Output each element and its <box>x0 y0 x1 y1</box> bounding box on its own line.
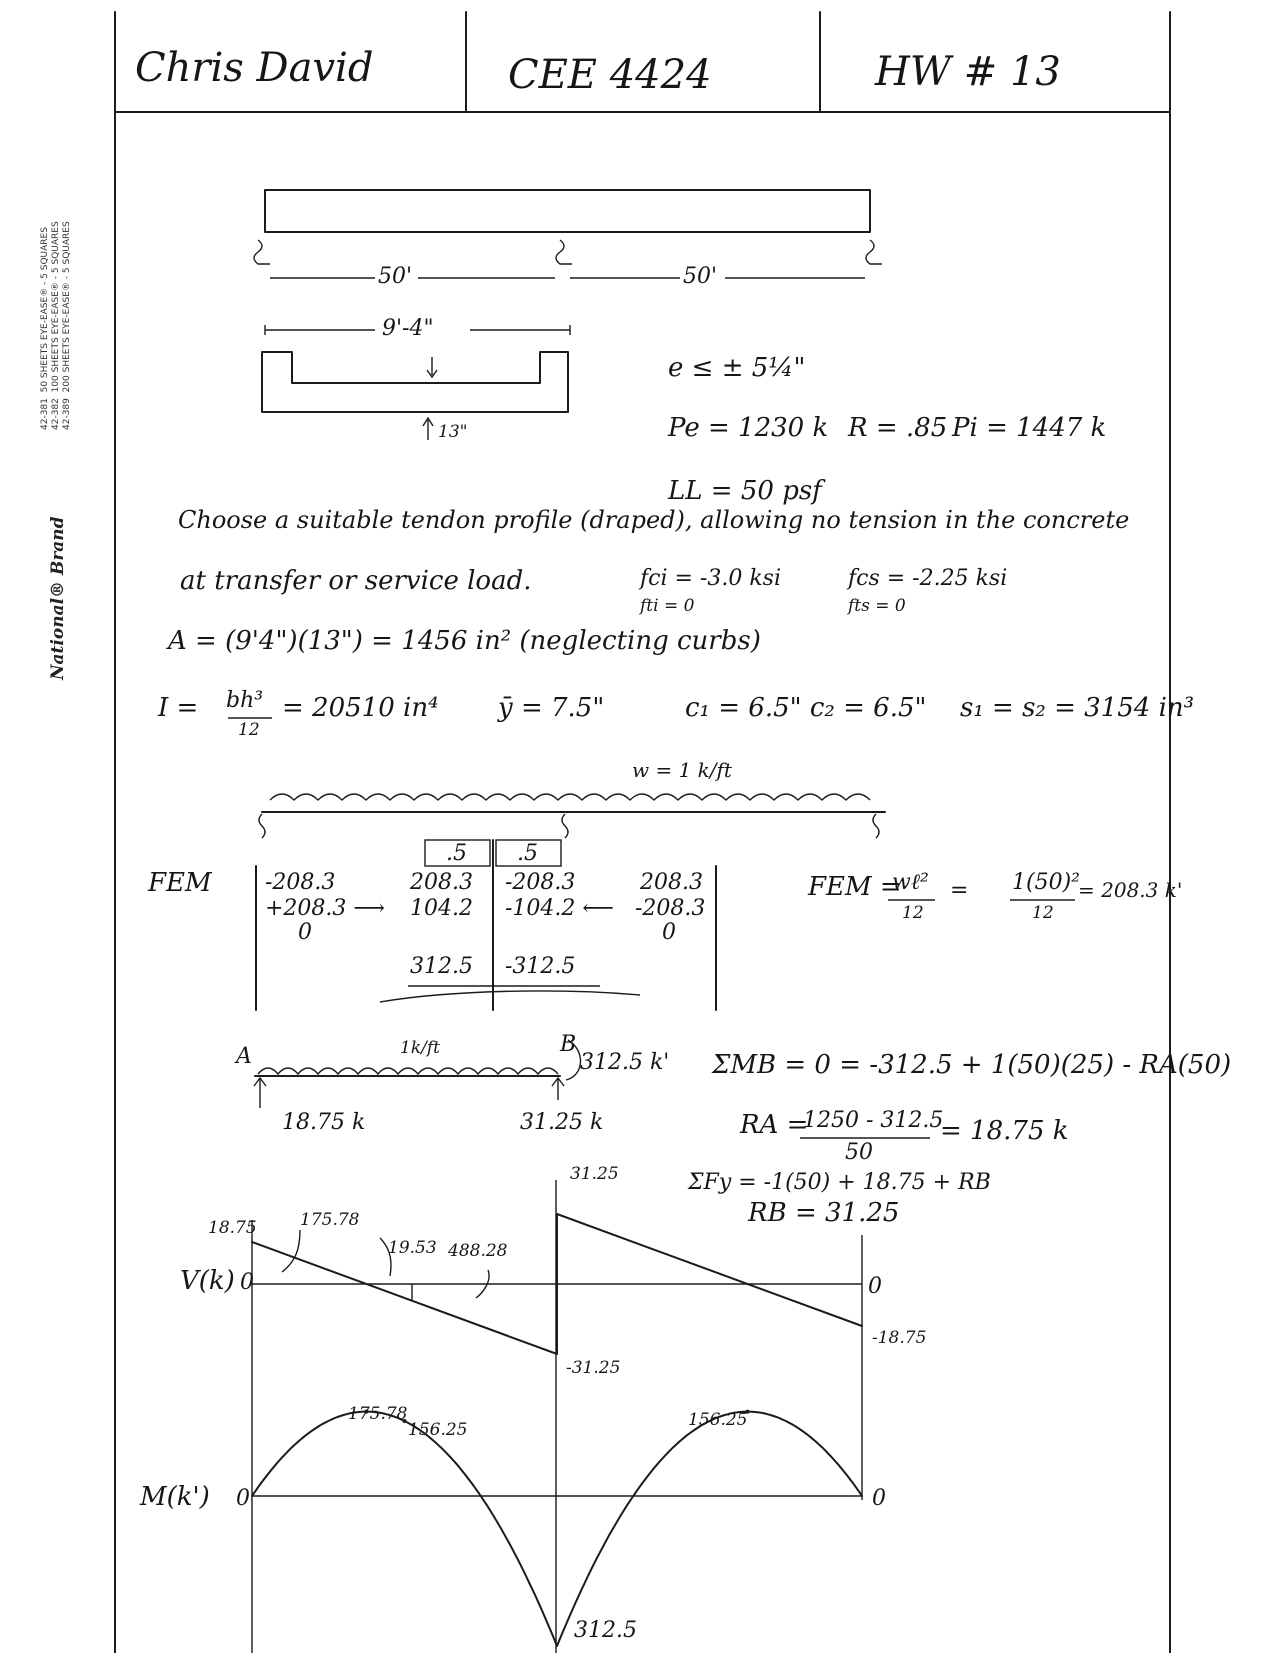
fbd-point-a: A <box>236 1044 252 1069</box>
moment-diagram <box>252 1410 862 1646</box>
shear-right-value: -18.75 <box>872 1328 927 1348</box>
fci-label: fci = -3.0 ksi <box>640 566 781 591</box>
span-left-label: 50' <box>378 264 413 289</box>
ybar-calc: ȳ = 7.5" <box>498 693 605 723</box>
shear-bottom-mid: -31.25 <box>566 1358 621 1378</box>
shear-top-mid: 31.25 <box>570 1164 619 1184</box>
cross-section-sketch <box>262 325 570 440</box>
df-left: .5 <box>446 841 467 866</box>
moment-point-left-label: 156.25 <box>408 1420 468 1440</box>
sum-mb-equation: ΣMB = 0 = -312.5 + 1(50)(25) - RA(50) <box>712 1050 1232 1080</box>
shear-point-1: 175.78 <box>300 1210 360 1230</box>
fem-formula-lhs: FEM = <box>808 872 902 902</box>
fcs-label: fcs = -2.25 ksi <box>848 566 1008 591</box>
distributed-load-wave <box>270 794 870 800</box>
fbd-rb-label: 31.25 k <box>520 1110 604 1135</box>
page-frame <box>115 12 1170 1653</box>
fem-formula-num2: 1(50)² <box>1012 870 1080 895</box>
student-name: Chris David <box>135 45 374 91</box>
ra-numerator: 1250 - 312.5 <box>803 1108 944 1133</box>
span-right-label: 50' <box>683 264 718 289</box>
fem-r1-c1: -208.3 <box>265 870 336 895</box>
shear-leader-1 <box>282 1230 300 1272</box>
fbd-moment-label: 312.5 k' <box>580 1050 670 1075</box>
moment-zero-left: 0 <box>236 1486 250 1511</box>
inertia-denominator: 12 <box>238 720 260 740</box>
support-mid-spring <box>556 240 572 264</box>
fem-r3-c2: 0 <box>662 920 676 945</box>
fbd-load-label: 1k/ft <box>400 1038 440 1058</box>
r-label: R = .85 <box>848 413 948 443</box>
fem-formula-num1: wℓ² <box>892 870 929 895</box>
fbd-point-b: B <box>560 1032 577 1057</box>
homework-number: HW # 13 <box>875 49 1061 95</box>
fem-formula-eq: = <box>950 878 969 903</box>
moment-peak-left-label: 175.78 <box>348 1404 408 1424</box>
section-width-label: 9'-4" <box>382 316 434 341</box>
fem-formula-den1: 12 <box>902 903 924 923</box>
c-calc: c₁ = 6.5" c₂ = 6.5" <box>685 693 927 723</box>
fem-r4-c2: -312.5 <box>505 954 576 979</box>
area-calc: A = (9'4")(13") = 1456 in² (neglecting curbs) <box>168 626 761 656</box>
fem-r3-c1: 0 <box>298 920 312 945</box>
pi-label: Pi = 1447 k <box>952 413 1107 443</box>
problem-line-1: Choose a suitable tendon profile (draped), allowing no tension in the concrete <box>178 506 1130 534</box>
fem-r2-c3: -104.2 ⟵ <box>505 896 614 921</box>
loaded-beam-sketch <box>259 794 885 838</box>
moment-axis-label: M(k') <box>140 1482 210 1512</box>
fbd-ra-label: 18.75 k <box>282 1110 366 1135</box>
fem-r1-c4: 208.3 <box>640 870 703 895</box>
shear-diagram <box>252 1180 862 1653</box>
section-modulus-calc: s₁ = s₂ = 3154 in³ <box>960 693 1195 723</box>
live-load-label: LL = 50 psf <box>668 476 822 506</box>
shear-zero-right: 0 <box>868 1274 882 1299</box>
fts-label: fts = 0 <box>848 596 906 616</box>
moment-curve <box>252 1412 862 1646</box>
fem-r4-c1: 312.5 <box>410 954 473 979</box>
fem-r2-c2: 104.2 <box>410 896 473 921</box>
pe-label: Pe = 1230 k <box>668 413 829 443</box>
beam-sketch <box>254 190 882 278</box>
ra-denominator: 50 <box>845 1140 873 1165</box>
support-right-spring <box>866 240 882 264</box>
fem-r2-c4: -208.3 <box>635 896 706 921</box>
fem-r1-c3: -208.3 <box>505 870 576 895</box>
shear-left-value: 18.75 <box>208 1218 257 1238</box>
section-depth-label: 13" <box>438 422 468 442</box>
fem-r1-c2: 208.3 <box>410 870 473 895</box>
moment-min-label: 312.5 <box>574 1618 637 1643</box>
paper-product-codes: 42-381 50 SHEETS EYE-EASE® - 5 SQUARES 42-382 100 SHEETS EYE-EASE® - 5 SQUARES 42-389 200 SHEETS EYE-EASE® - 5 SQUARES <box>40 221 72 430</box>
fem-table-lines <box>256 840 716 1010</box>
eccentricity-label: e ≤ ± 5¼" <box>668 353 806 383</box>
shear-point-2: 19.53 <box>388 1238 437 1258</box>
inertia-numerator: bh³ <box>226 688 264 713</box>
fti-label: fti = 0 <box>640 596 695 616</box>
fem-r2-c1: +208.3 ⟶ <box>265 896 385 921</box>
inertia-lhs: I = <box>158 693 199 723</box>
fem-formula-den2: 12 <box>1032 903 1054 923</box>
df-right: .5 <box>517 841 538 866</box>
inertia-result: = 20510 in⁴ <box>282 693 439 723</box>
paper-brand-label: National® Brand <box>48 516 68 680</box>
sum-fy-equation: ΣFy = -1(50) + 18.75 + RB <box>688 1170 991 1195</box>
shear-point-3: 488.28 <box>448 1241 508 1261</box>
course-number: CEE 4424 <box>508 52 712 98</box>
shear-axis-label: V(k) <box>180 1266 235 1296</box>
ra-lhs: RA = <box>740 1110 809 1140</box>
support-left-spring <box>254 240 270 264</box>
moment-peak-right-label: 156.25 <box>688 1410 748 1430</box>
rb-result: RB = 31.25 <box>748 1198 900 1228</box>
ra-result: = 18.75 k <box>940 1116 1069 1146</box>
moment-zero-right: 0 <box>872 1486 886 1511</box>
distributed-load-label: w = 1 k/ft <box>632 758 732 782</box>
fem-label: FEM <box>148 868 212 898</box>
problem-line-2: at transfer or service load. <box>180 566 532 596</box>
shear-zero-left: 0 <box>240 1270 254 1295</box>
fem-formula-result: = 208.3 k' <box>1078 878 1183 902</box>
